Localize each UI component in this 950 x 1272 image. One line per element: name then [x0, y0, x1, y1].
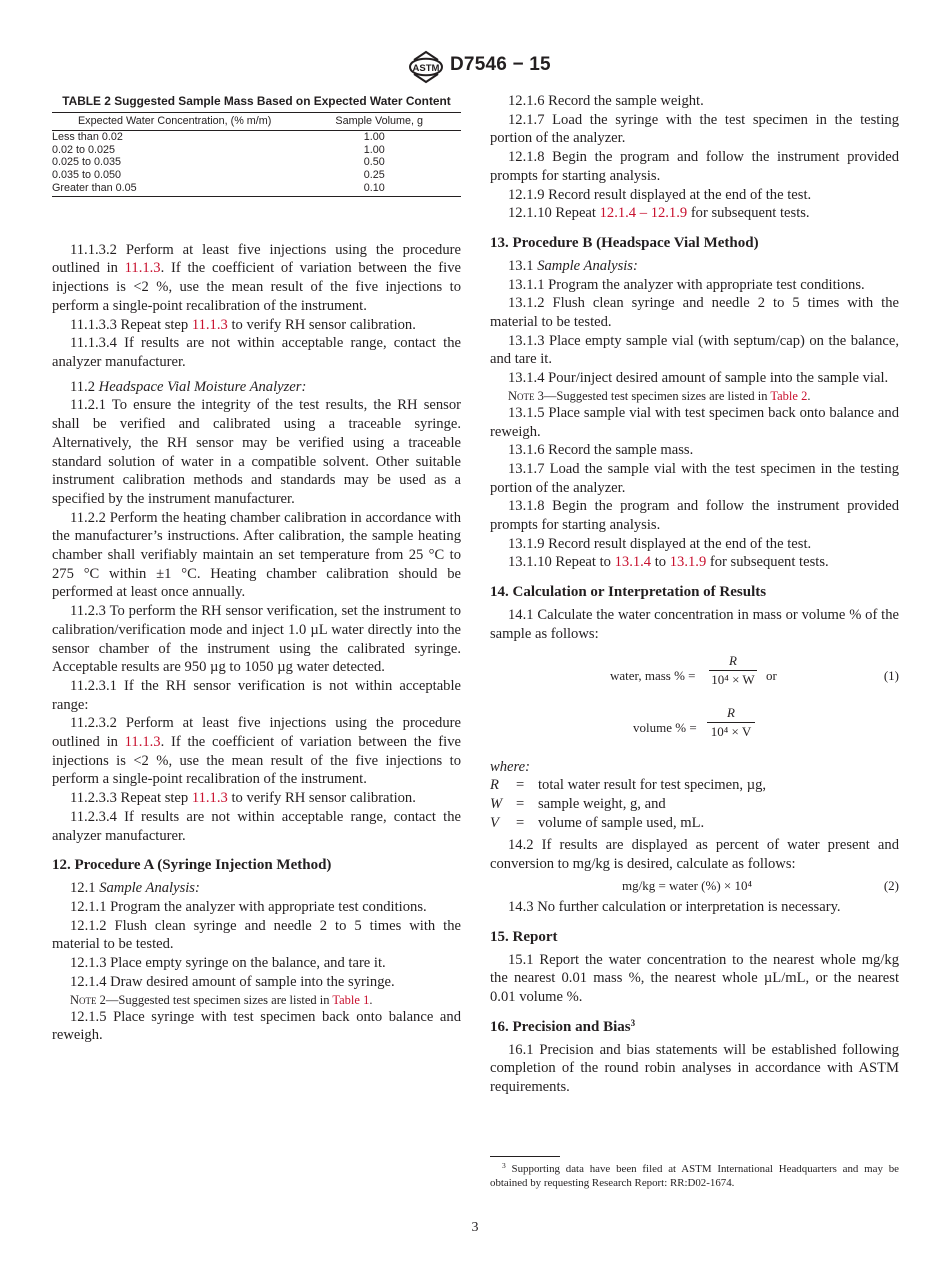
para-12-1-1: 12.1.1 Program the analyzer with appropriate test conditions.: [70, 898, 427, 915]
para-13-1-10: 13.1.10 Repeat to 13.1.4 to 13.1.9 for subsequent tests.: [508, 554, 829, 571]
para-15-1: 15.1 Report the water concentration to the nearest whole mg/kg the nearest 0.01 mass %, the nearest whole µL/mL, or the nearest 0.01 volume %.: [490, 951, 899, 1005]
para-11-2: 11.2 Headspace Vial Moisture Analyzer:: [70, 378, 307, 395]
where-label: where:: [490, 758, 530, 775]
where-item: W = sample weight, g, and: [490, 795, 666, 812]
column-header-concentration: Expected Water Concentration, (% m/m): [52, 113, 297, 131]
table-row: [52, 182, 461, 196]
column-header-volume: Sample Volume, g: [297, 113, 461, 131]
cell-volume: 1.00: [363, 130, 385, 143]
eq1-fraction: R 10⁴ × W: [708, 652, 758, 689]
table-row: [52, 144, 461, 157]
para-13-1-6: 13.1.6 Record the sample mass.: [508, 442, 694, 459]
para-13-1-2: 13.1.2 Flush clean syringe and needle 2 to 5 times with the material to be tested.: [490, 295, 899, 331]
eq2-number: (2): [883, 877, 899, 893]
eq1-or: or: [766, 667, 777, 683]
link-table-2[interactable]: Table 2: [770, 388, 808, 403]
cell-volume: 0.50: [363, 156, 385, 169]
eq2-body: mg/kg = water (%) × 10⁴: [622, 877, 753, 893]
para-11-1-3-4: 11.1.3.4 If results are not within acceptable range, contact the analyzer manufacturer.: [52, 335, 461, 370]
para-12-1-4: 12.1.4 Draw desired amount of sample into the syringe.: [70, 973, 395, 990]
para-11-2-3-4: 11.2.3.4 If results are not within acceptable range, contact the analyzer manufacturer.: [52, 808, 461, 844]
where-item: V = volume of sample used, mL.: [490, 814, 705, 831]
table-header-row: [52, 113, 461, 131]
link-11-1-3[interactable]: 11.1.3: [124, 734, 161, 751]
para-11-2-1: 11.2.1 To ensure the integrity of the test results, the RH sensor shall be verified and calibrated using a traceable syringe. Alternatively, the RH sensor may be verified using a traceable standard solution of water in a compatible solvent. Other suitable instrument calibration methods and standards may be used as a specified by the instrument manufacturer.: [52, 397, 461, 507]
para-13-1-3: 13.1.3 Place empty sample vial (with septum/cap) on the balance, and tare it.: [490, 332, 899, 368]
para-14-1: 14.1 Calculate the water concentration in mass or volume % of the sample as follows:: [490, 607, 899, 642]
link-12-1-4-to-12-1-9[interactable]: 12.1.4 – 12.1.9: [599, 205, 688, 222]
para-11-2-3-1: 11.2.3.1 If the RH sensor verification is not within acceptable range:: [52, 677, 461, 713]
eq1b-lhs: volume % =: [633, 719, 697, 735]
cell-concentration: Less than 0.02: [52, 130, 123, 143]
sample-mass-table: [52, 112, 461, 197]
para-12-1-2: 12.1.2 Flush clean syringe and needle 2 to 5 times with the material to be tested.: [52, 917, 461, 953]
document-designation: D7546 − 15: [450, 54, 551, 75]
page-number: 3: [471, 1220, 479, 1235]
heading-section-12: 12. Procedure A (Syringe Injection Method): [52, 857, 332, 874]
link-11-1-3[interactable]: 11.1.3: [191, 790, 228, 807]
equation-1: [490, 652, 899, 698]
para-16-1: 16.1 Precision and bias statements will be established following completion of the round robin analyses in accordance with ASTM requirements.: [490, 1041, 899, 1096]
para-12-1-9: 12.1.9 Record result displayed at the end of the test.: [508, 186, 812, 203]
table-title: TABLE 2 Suggested Sample Mass Based on Expected Water Content: [62, 94, 451, 108]
para-13-1-4: 13.1.4 Pour/inject desired amount of sample into the sample vial.: [508, 370, 889, 387]
table-row: [52, 130, 461, 143]
link-11-1-3[interactable]: 11.1.3: [124, 260, 161, 277]
astm-logo-icon: [407, 50, 445, 84]
page-header: [0, 50, 950, 86]
link-13-1-4[interactable]: 13.1.4: [614, 554, 652, 571]
para-13-1-8: 13.1.8 Begin the program and follow the instrument provided prompts for starting analysis.: [490, 498, 899, 534]
para-13-1-5: 13.1.5 Place sample vial with test specimen back onto balance and reweigh.: [490, 404, 899, 440]
para-12-1-7: 12.1.7 Load the syringe with the test specimen in the testing portion of the analyzer.: [490, 111, 899, 147]
eq1-lhs: water, mass % =: [610, 667, 696, 683]
footnote-3: $^3$ Supporting data have been filed at ASTM International Headquarters and may be obtained by requesting Research Report: RR:D02-1674.: [490, 1161, 899, 1189]
para-12-1-8: 12.1.8 Begin the program and follow the instrument provided prompts for starting analysis.: [490, 149, 899, 184]
para-11-2-3: 11.2.3 To perform the RH sensor verification, set the instrument to calibration/verification mode and inject 1.0 µL water directly into the sensor chamber of the instrument using the calibrated syringe. Acceptable results are 950 µg to 1050 µg water detected.: [52, 603, 461, 676]
note-2: Note 2—Suggested test specimen sizes are listed in Table 1.: [70, 992, 373, 1007]
left-column: [52, 92, 461, 1045]
para-12-1-5: 12.1.5 Place syringe with test specimen back onto balance and reweigh.: [52, 1008, 461, 1044]
cell-concentration: 0.02 to 0.025: [52, 143, 116, 156]
para-11-2-3-2: 11.2.3.2 Perform at least five injections using the procedure outlined in 11.1.3. If the coefficient of variation between the five injections is <2 %, use the mean result of the five injections to perform a single-point recalibration of the instrument.: [52, 715, 461, 788]
para-11-1-3-2: 11.1.3.2 Perform at least five injections using the procedure outlined in 11.1.3. If the coefficient of variation between the five injections is <2 %, use the mean result of the five injections to perform a single-point recalibration of the instrument.: [52, 241, 461, 314]
para-12-1-3: 12.1.3 Place empty syringe on the balance, and tare it.: [70, 955, 386, 972]
footnote-divider: [490, 1156, 560, 1157]
table-row: [52, 156, 461, 169]
para-13-1-9: 13.1.9 Record result displayed at the end of the test.: [508, 535, 812, 552]
cell-concentration: 0.035 to 0.050: [52, 169, 122, 182]
table-row: [52, 169, 461, 182]
para-11-2-2: 11.2.2 Perform the heating chamber calibration in accordance with the manufacturer’s instructions. After calibration, the sample heating chamber shall verifiably maintain an set temperature from 25 °C to 275 °C within ±1 °C. Heating chamber calibration should be performed at least once annually.: [52, 509, 461, 601]
equation-1b: [490, 704, 899, 750]
cell-concentration: Greater than 0.05: [52, 182, 297, 196]
heading-section-14: 14. Calculation or Interpretation of Results: [490, 584, 767, 601]
link-11-1-3[interactable]: 11.1.3: [191, 316, 228, 333]
para-13-1: 13.1 Sample Analysis:: [508, 257, 638, 274]
heading-section-15: 15. Report: [490, 928, 558, 945]
para-11-1-3-3: 11.1.3.3 Repeat step 11.1.3 to verify RH sensor calibration.: [70, 316, 416, 333]
link-table-1[interactable]: Table 1: [332, 992, 370, 1007]
para-12-1-10: 12.1.10 Repeat 12.1.4 – 12.1.9 for subsequent tests.: [508, 205, 810, 222]
heading-section-16: 16. Precision and Bias$^3$: [490, 1017, 636, 1035]
where-item: R = total water result for test specimen, µg,: [490, 777, 767, 794]
footnote-ref-3[interactable]: 3: [630, 1017, 636, 1028]
eq1b-fraction: R 10⁴ × V: [706, 704, 756, 741]
equation-2: [490, 874, 899, 898]
eq1-number: (1): [883, 667, 899, 683]
table-2: [52, 94, 461, 197]
heading-section-13: 13. Procedure B (Headspace Vial Method): [490, 234, 759, 251]
para-12-1: 12.1 Sample Analysis:: [70, 880, 200, 897]
para-12-1-6: 12.1.6 Record the sample weight.: [508, 93, 704, 109]
note-3: Note 3—Suggested test specimen sizes are listed in Table 2.: [508, 388, 811, 403]
para-13-1-1: 13.1.1 Program the analyzer with appropriate test conditions.: [508, 276, 865, 293]
para-13-1-7: 13.1.7 Load the sample vial with the test specimen in the testing portion of the analyzer.: [490, 460, 899, 496]
para-11-2-3-3: 11.2.3.3 Repeat step 11.1.3 to verify RH sensor calibration.: [70, 790, 416, 807]
link-13-1-9[interactable]: 13.1.9: [669, 554, 707, 571]
cell-concentration: 0.025 to 0.035: [52, 156, 122, 169]
logo-text: ASTM: [412, 63, 440, 74]
cell-volume: 0.25: [363, 169, 385, 182]
para-14-3: 14.3 No further calculation or interpretation is necessary.: [508, 898, 841, 915]
right-column: [490, 92, 899, 1097]
cell-volume: 0.10: [297, 182, 461, 196]
cell-volume: 1.00: [363, 143, 385, 156]
para-14-2: 14.2 If results are displayed as percent of water present and conversion to mg/kg is desired, calculate as follows:: [490, 837, 899, 873]
